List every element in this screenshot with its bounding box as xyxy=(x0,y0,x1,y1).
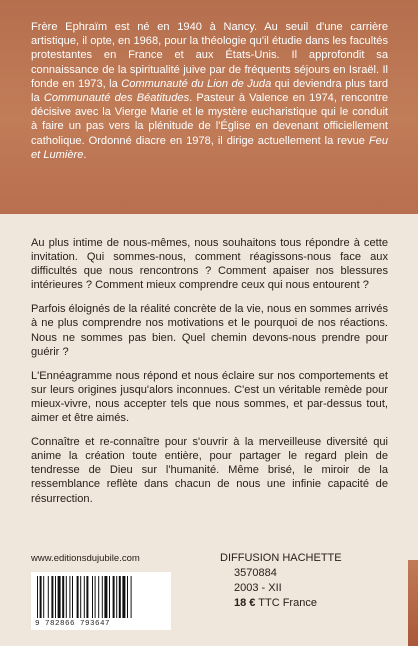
bio-em-1: Communauté du Lion de Juda xyxy=(121,77,272,90)
isbn-barcode xyxy=(31,572,171,630)
author-bio xyxy=(31,20,388,162)
bio-em-2: Communauté des Béatitudes xyxy=(43,92,190,105)
price-value: 18 € xyxy=(234,597,256,609)
bio-text-4: . xyxy=(83,148,87,161)
price-suffix: TTC France xyxy=(255,597,317,609)
bio-em-3: Feu et Lumière xyxy=(31,134,388,161)
blurb-paragraph-4: Connaître et re-connaître pour s'ouvrir à la merveilleuse diversité qui anime la création toute entière, pour partager le regard plein de tendresse de Dieu sur l'humanité. Même brisé, le miroir de la ressemblance reflète dans chacun de nous une infinie capacité de résurrection. xyxy=(31,436,388,505)
barcode-number: 9 782866 793647 xyxy=(35,620,111,628)
cover-edge-strip xyxy=(408,560,418,646)
bio-text-2: qui deviendra plus tard la xyxy=(31,77,389,105)
distributor-name: DIFFUSION HACHETTE xyxy=(220,552,342,564)
distribution-info xyxy=(220,551,370,611)
edition-code: 2003 - XII xyxy=(234,582,282,594)
price-line xyxy=(220,596,370,611)
blurb-paragraph-2: Parfois éloignés de la réalité concrète de la vie, nous en sommes arrivés à ne plus comprendre nos motivations et le pourquoi de nos réactions. Nous ne sommes pas bien. Quel chemin devons-nous prendre pour guérir ? xyxy=(31,303,388,358)
barcode-bars xyxy=(37,576,165,618)
distributor-code: 3570884 xyxy=(234,567,277,579)
blurb-paragraph-3: L'Ennéagramme nous répond et nous éclaire sur nos comportements et sur leurs origines jusqu'alors inconnues. C'est un véritable remède pour mieux-vivre, nous accepter tels que nous sommes, et par-dessus tout, aimer et être aimés. xyxy=(31,369,388,425)
bio-text-3: . Pasteur à Valence en 1974, rencontre décisive avec la Vierge Marie et le mystère eucharistique qui le conduit à faire un pas vers la plénitude de l'Église en devenant officiellement catholique. Ordonné diacre en 1978, il dirige actuellement la revue xyxy=(31,92,388,147)
blurb-paragraph-1: Au plus intime de nous-mêmes, nous souhaitons tous répondre à cette invitation. Qui sommes-nous, comment réagissons-nous face aux difficultés que nous rencontrons ? Comment apaiser nos blessures intérieures ? Comment mieux comprendre ceux qui nous entourent ? xyxy=(31,237,388,292)
author-bio-band xyxy=(0,0,418,214)
back-cover-blurb xyxy=(31,236,388,516)
bio-text-1: Frère Ephraïm est né en 1940 à Nancy. Au seuil d'une carrière artistique, il opte, en 1968, pour la théologie qu'il étudie dans les facultés protestantes en France et aux États-Unis. Il approfondit sa connaissance de la spiritualité juive par de fréquents séjours en Israël. Il fonde en 1973, la xyxy=(31,21,388,90)
publisher-url: www.editionsdujubile.com xyxy=(31,553,140,564)
